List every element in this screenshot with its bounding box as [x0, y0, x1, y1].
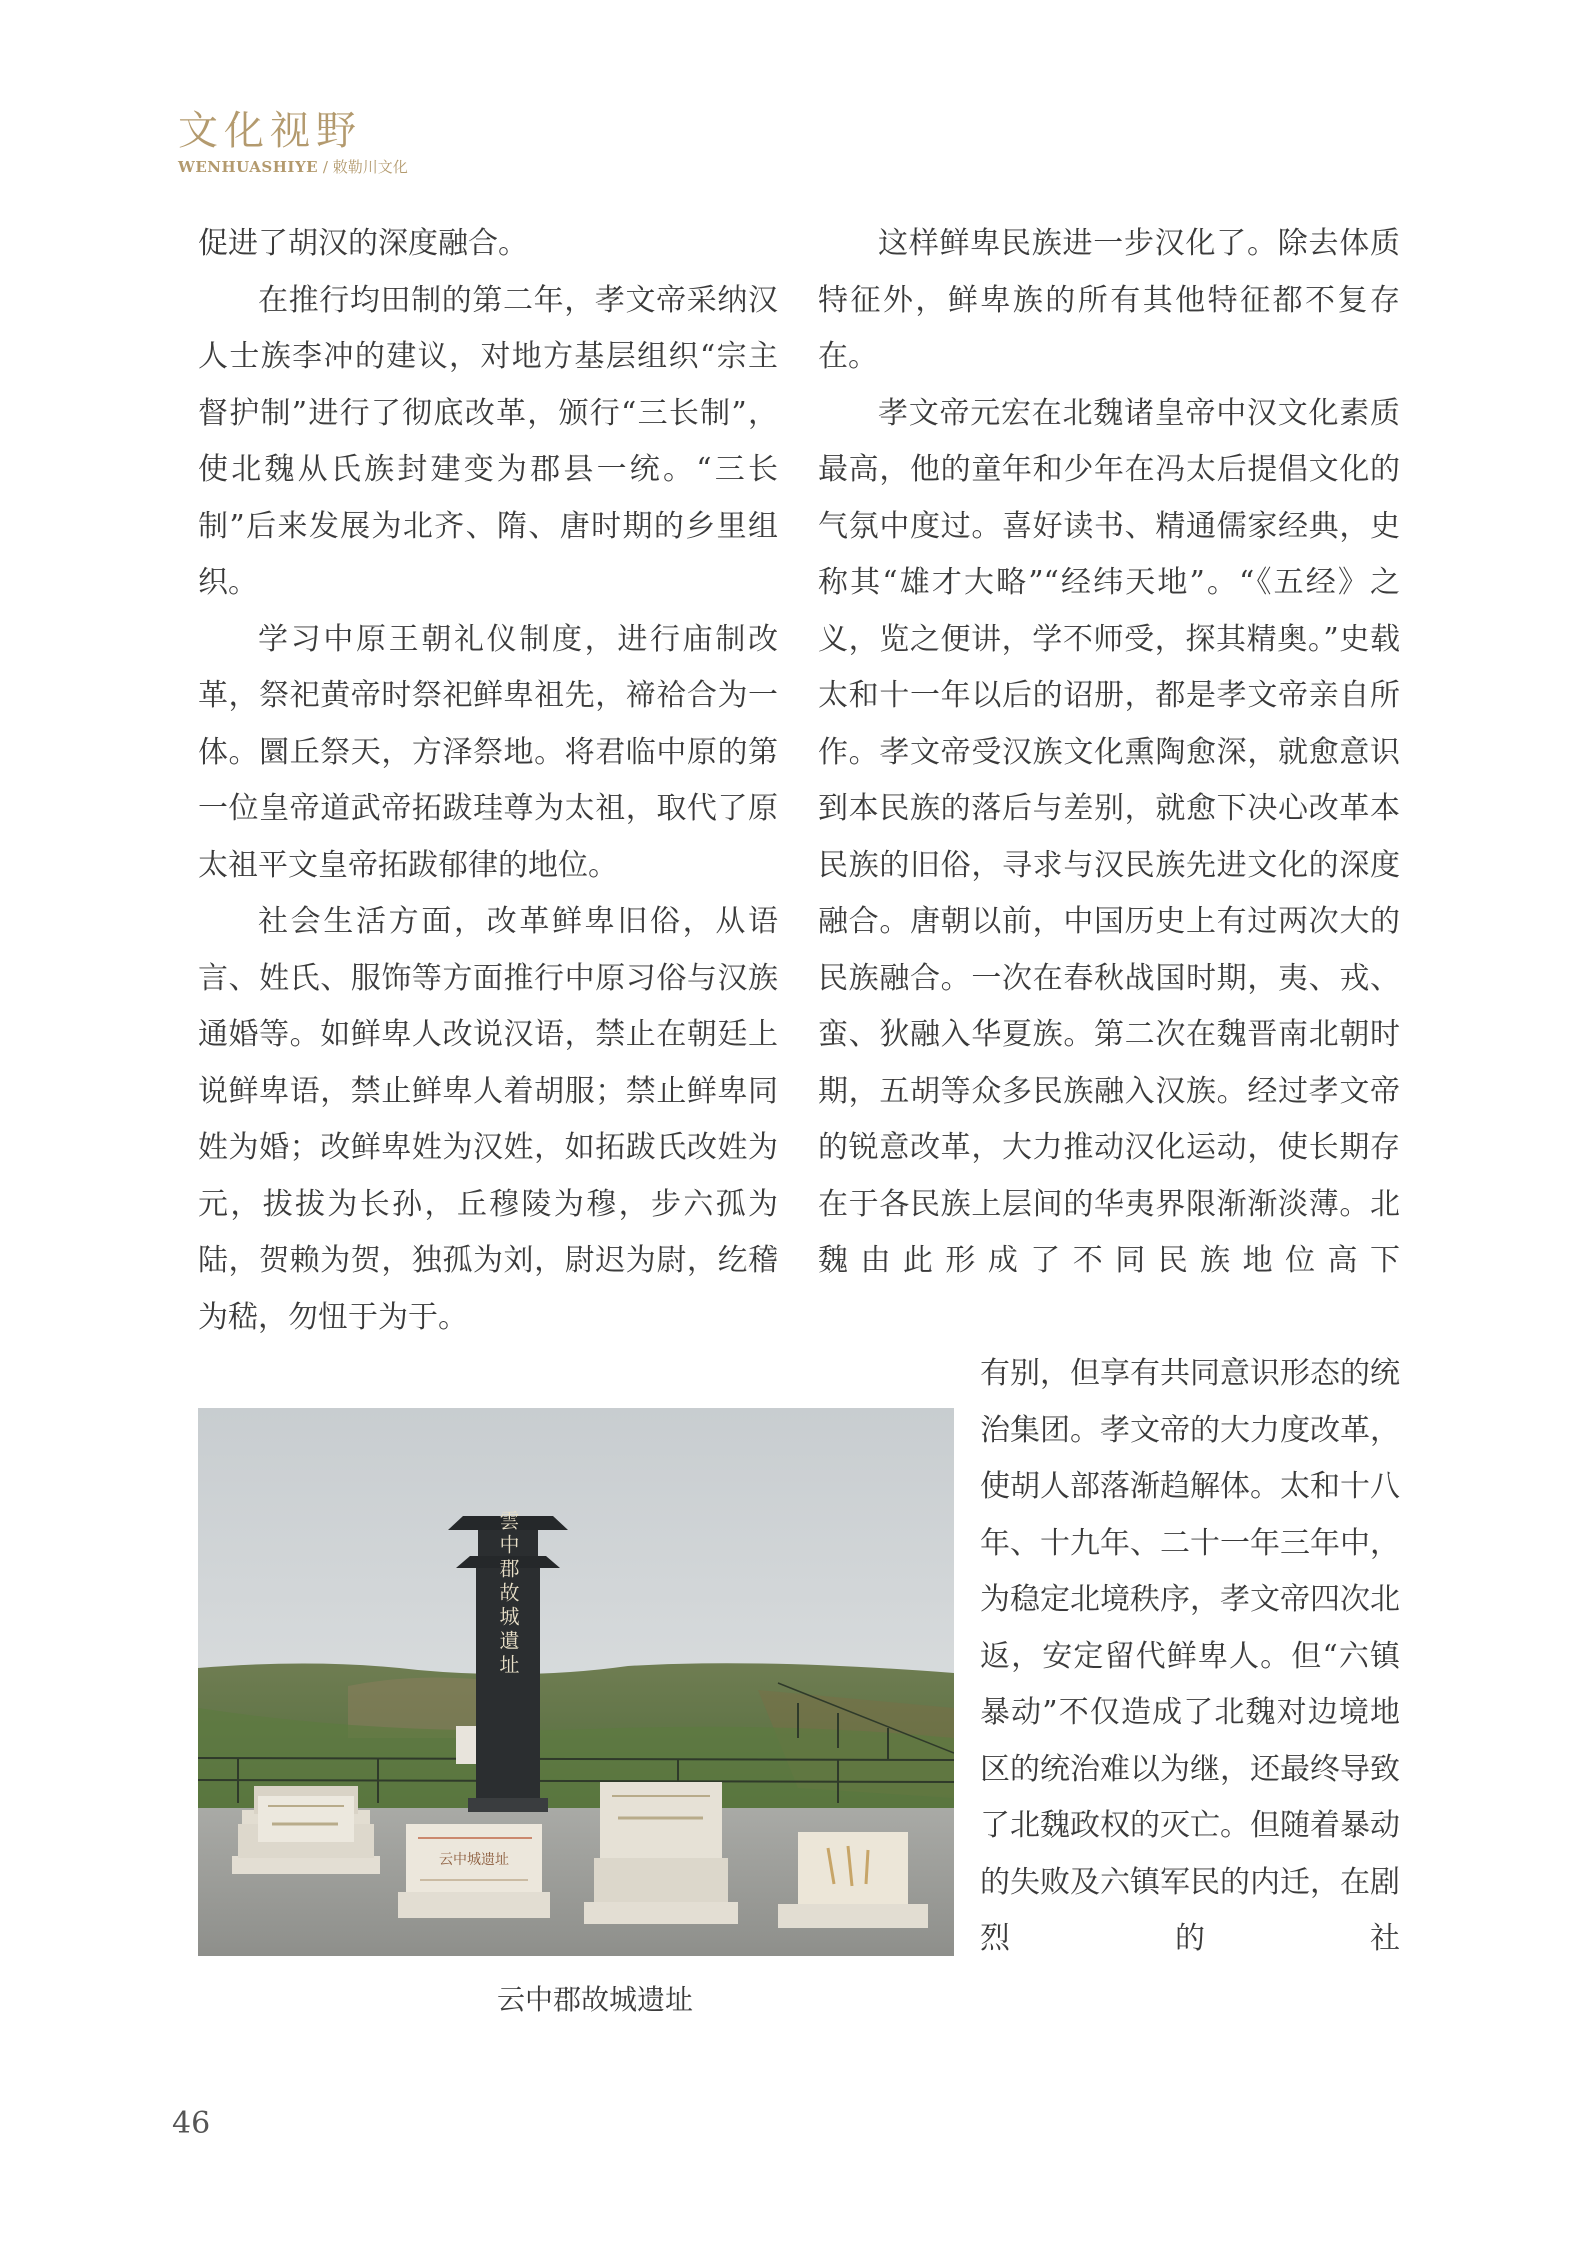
section-subtitle-cn: 敕勒川文化 — [332, 158, 408, 176]
section-subtitle — [178, 158, 408, 176]
section-title: 文化视野 — [178, 108, 362, 154]
section-header — [178, 108, 408, 176]
paragraph: 学习中原王朝礼仪制度，进行庙制改革，祭祀黄帝时祭祀鲜卑祖先，禘祫合为一体。圜丘祭天，方泽祭地。将君临中原的第一位皇帝道武帝拓跋珪尊为太祖，取代了原太祖平文皇帝拓跋郁律的地位。 — [198, 621, 778, 883]
stele-inscription: 云中城遗址 — [439, 1852, 509, 1868]
paragraph: 促进了胡汉的深度融合。 — [198, 226, 528, 261]
page-number: 46 — [172, 2106, 211, 2141]
stele-4 — [778, 1832, 928, 1928]
paragraph: 有别，但享有共同意识形态的统治集团。孝文帝的大力度改革，使胡人部落渐趋解体。太和十八年、十九年、二十一年三年中，为稳定北境秩序，孝文帝四次北返，安定留代鲜卑人。但“六镇暴动”不仅造成了北魏对边境地区的统治难以为继，还最终导致了北魏政权的灭亡。但随着暴动的失败及六镇军民的内迁，在剧烈的社 — [980, 1356, 1400, 1956]
site-photo — [198, 1408, 954, 1956]
photo-caption: 云中郡故城遗址 — [496, 1983, 693, 2016]
stele-3 — [584, 1782, 738, 1924]
paragraph: 社会生活方面，改革鲜卑旧俗，从语言、姓氏、服饰等方面推行中原习俗与汉族通婚等。如鲜卑人改说汉语，禁止在朝廷上说鲜卑语，禁止鲜卑人着胡服；禁止鲜卑同姓为婚；改鲜卑姓为汉姓，如拓跋氏改姓为元，拔拔为长孙，丘穆陵为穆，步六孤为陆，贺赖为贺，独孤为刘，尉迟为尉，纥稽为嵇，勿忸于为于。 — [198, 904, 778, 1335]
paragraph: 这样鲜卑民族进一步汉化了。除去体质特征外，鲜卑族的所有其他特征都不复存在。 — [818, 226, 1400, 374]
left-column — [198, 216, 778, 1346]
monument-inscription: 雲中郡故城遺址 — [496, 1510, 520, 1678]
paragraph: 在推行均田制的第二年，孝文帝采纳汉人士族李冲的建议，对地方基层组织“宗主督护制”进行了彻底改革，颁行“三长制”，使北魏从氏族封建变为郡县一统。“三长制”后来发展为北齐、隋、唐时期的乡里组织。 — [198, 282, 778, 600]
right-column — [818, 216, 1400, 1290]
stele-1 — [232, 1786, 380, 1874]
right-column-wrap — [980, 1346, 1400, 1968]
section-subtitle-separator: / — [322, 158, 328, 176]
stele-2 — [398, 1824, 550, 1918]
section-subtitle-en: WENHUASHIYE — [178, 158, 319, 176]
paragraph: 孝文帝元宏在北魏诸皇帝中汉文化素质最高，他的童年和少年在冯太后提倡文化的气氛中度过。喜好读书、精通儒家经典，史称其“雄才大略”“经纬天地”。“《五经》之义，览之便讲，学不师受，探其精奥。”史载太和十一年以后的诏册，都是孝文帝亲自所作。孝文帝受汉族文化熏陶愈深，就愈意识到本民族的落后与差别，就愈下决心改革本民族的旧俗，寻求与汉民族先进文化的深度融合。唐朝以前，中国历史上有过两次大的民族融合。一次在春秋战国时期，夷、戎、蛮、狄融入华夏族。第二次在魏晋南北朝时期，五胡等众多民族融入汉族。经过孝文帝的锐意改革，大力推动汉化运动，使长期存在于各民族上层间的华夷界限渐渐淡薄。北魏由此形成了不同民族地位高下 — [818, 395, 1400, 1278]
